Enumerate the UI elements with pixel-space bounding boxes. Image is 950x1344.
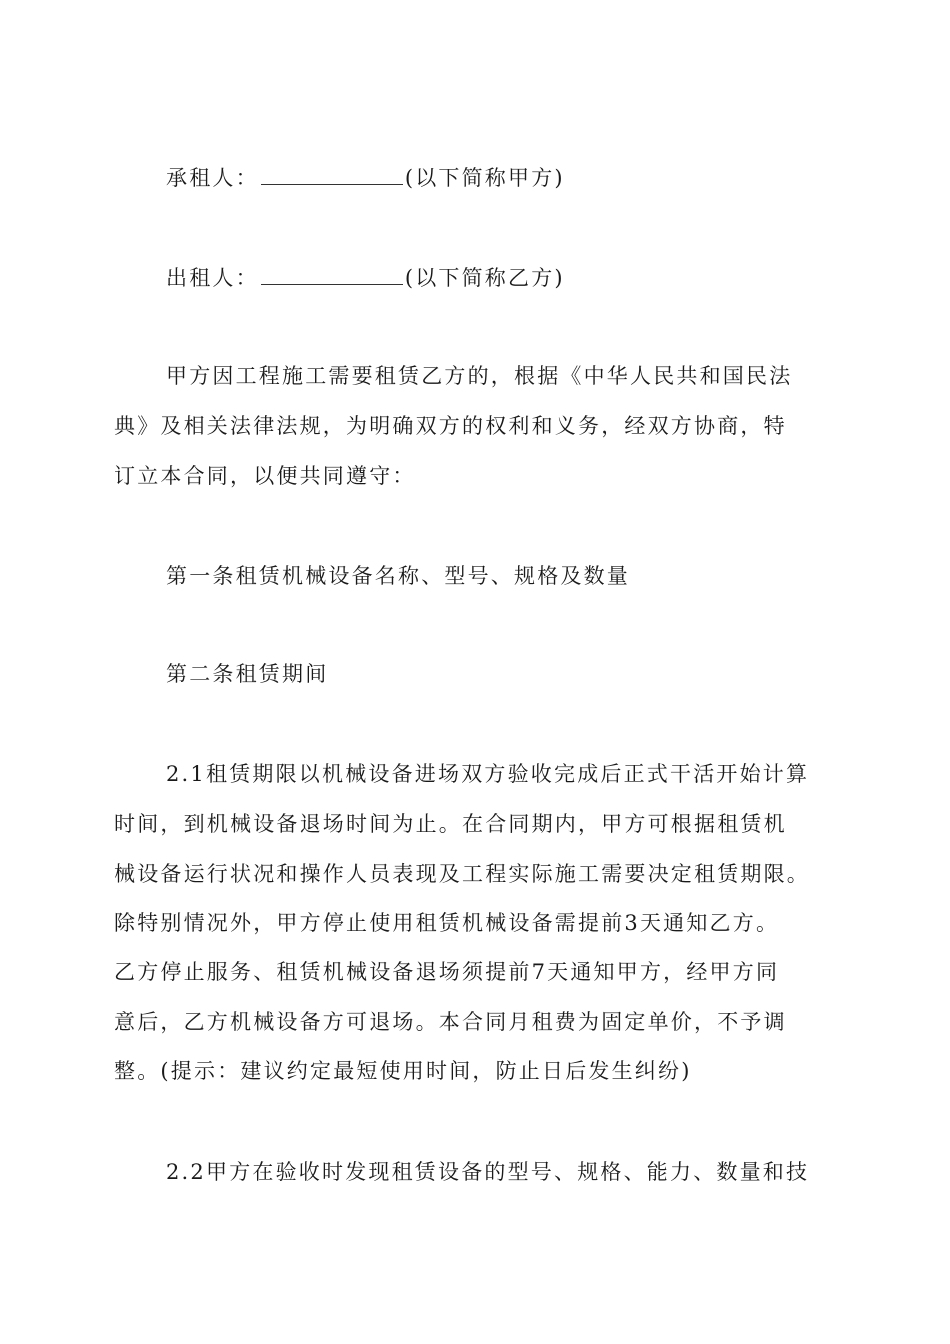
lessor-blank-field <box>261 264 403 285</box>
article-2-heading: 第二条租赁期间 <box>166 662 329 686</box>
lessor-label: 出租人： <box>166 266 259 290</box>
lessee-label: 承租人： <box>166 166 259 190</box>
clause-2-1-line: 乙方停止服务、租赁机械设备退场须提前7天通知甲方，经甲方同 <box>114 960 780 984</box>
intro-line: 典》及相关法律法规，为明确双方的权利和义务，经双方协商，特 <box>114 414 787 438</box>
clause-2-1-line: 除特别情况外，甲方停止使用租赁机械设备需提前3天通知乙方。 <box>114 911 780 935</box>
lessor-line <box>166 264 886 290</box>
intro-line: 甲方因工程施工需要租赁乙方的，根据《中华人民共和国民法 <box>166 364 793 388</box>
clause-2-1-line: 2.1租赁期限以机械设备进场双方验收完成后正式干活开始计算 <box>166 762 810 786</box>
lessee-suffix: (以下简称甲方) <box>404 166 565 190</box>
clause-2-1-line: 械设备运行状况和操作人员表现及工程实际施工需要决定租赁期限。 <box>114 862 810 886</box>
lessor-suffix: (以下简称乙方) <box>404 266 565 290</box>
clause-2-1-line: 整。(提示：建议约定最短使用时间，防止日后发生纠纷) <box>114 1059 692 1083</box>
article-1-heading: 第一条租赁机械设备名称、型号、规格及数量 <box>166 564 630 588</box>
clause-2-1-line: 时间，到机械设备退场时间为止。在合同期内，甲方可根据租赁机 <box>114 812 787 836</box>
lessee-blank-field <box>261 164 403 185</box>
lessee-line <box>166 164 886 190</box>
clause-2-1-line: 意后，乙方机械设备方可退场。本合同月租费为固定单价，不予调 <box>114 1010 787 1034</box>
intro-line: 订立本合同，以便共同遵守： <box>114 464 416 488</box>
clause-2-2-line: 2.2甲方在验收时发现租赁设备的型号、规格、能力、数量和技 <box>166 1160 810 1184</box>
